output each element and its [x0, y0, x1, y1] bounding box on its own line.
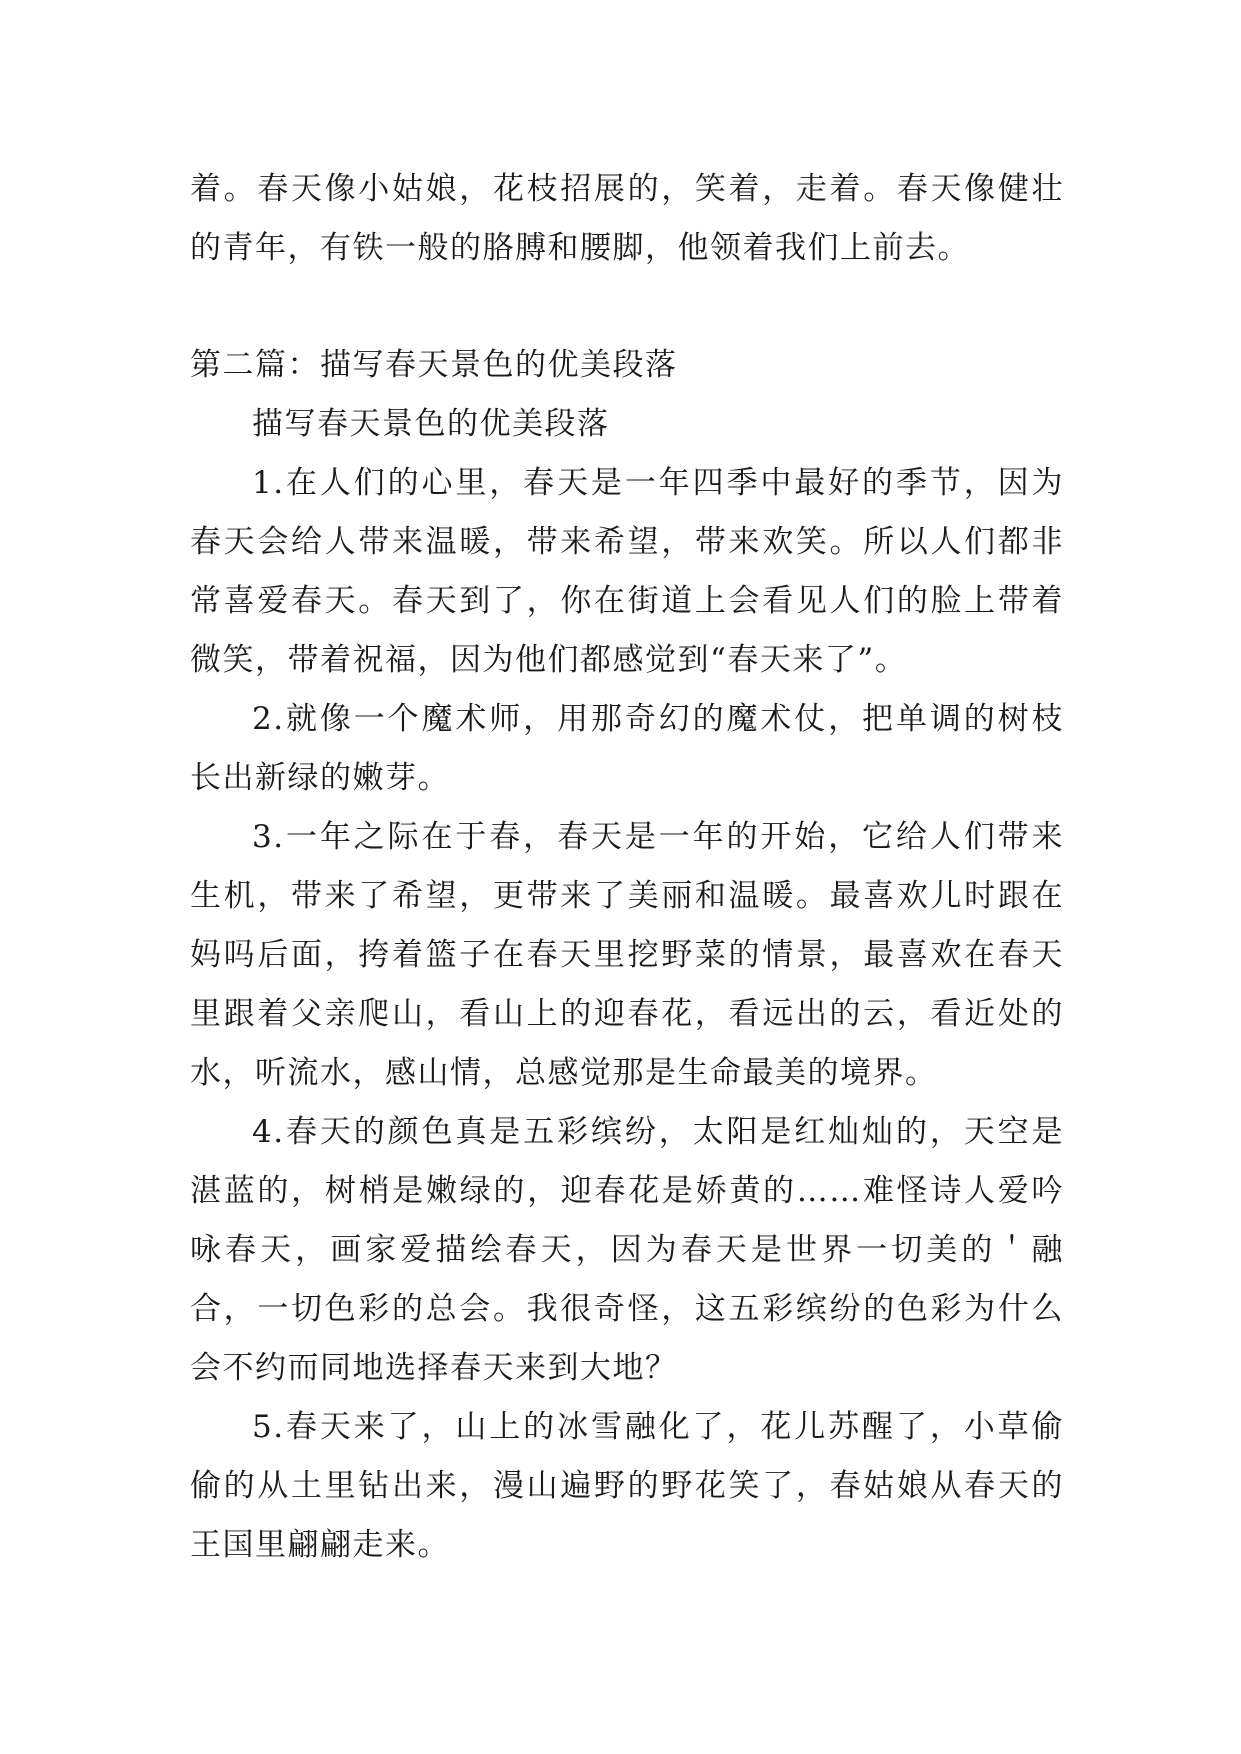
paragraph-4: 4.春天的颜色真是五彩缤纷，太阳是红灿灿的，天空是湛蓝的，树梢是嫩绿的，迎春花是娇黄的……难怪诗人爱吟咏春天，画家爱描绘春天，因为春天是世界一切美的＇融合，一切色彩的总会。我很奇怪，这五彩缤纷的色彩为什么会不约而同地选择春天来到大地？ — [190, 1114, 1064, 1386]
continuation-paragraph: 着。春天像小姑娘，花枝招展的，笑着，走着。春天像健壮的青年，有铁一般的胳膊和腰脚，他领着我们上前去。 — [190, 171, 1064, 266]
paragraph-2: 2.就像一个魔术师，用那奇幻的魔术仗，把单调的树枝长出新绿的嫩芽。 — [190, 701, 1064, 796]
paragraph-1: 1.在人们的心里，春天是一年四季中最好的季节，因为春天会给人带来温暖，带来希望，带来欢笑。所以人们都非常喜爱春天。春天到了，你在街道上会看见人们的脸上带着微笑，带着祝福，因为他们都感觉到“春天来了”。 — [190, 465, 1064, 678]
paragraph-5: 5.春天来了，山上的冰雪融化了，花儿苏醒了，小草偷偷的从土里钻出来，漫山遍野的野花笑了，春姑娘从春天的王国里翩翩走来。 — [190, 1409, 1064, 1563]
paragraph-3: 3.一年之际在于春，春天是一年的开始，它给人们带来生机，带来了希望，更带来了美丽和温暖。最喜欢儿时跟在妈吗后面，挎着篮子在春天里挖野菜的情景，最喜欢在春天里跟着父亲爬山，看山上的迎春花，看远出的云，看近处的水，听流水，感山情，总感觉那是生命最美的境界。 — [190, 819, 1064, 1091]
document-body — [190, 160, 1064, 1575]
section-title: 第二篇：描写春天景色的优美段落 — [190, 347, 678, 383]
section-subtitle: 描写春天景色的优美段落 — [252, 406, 610, 442]
